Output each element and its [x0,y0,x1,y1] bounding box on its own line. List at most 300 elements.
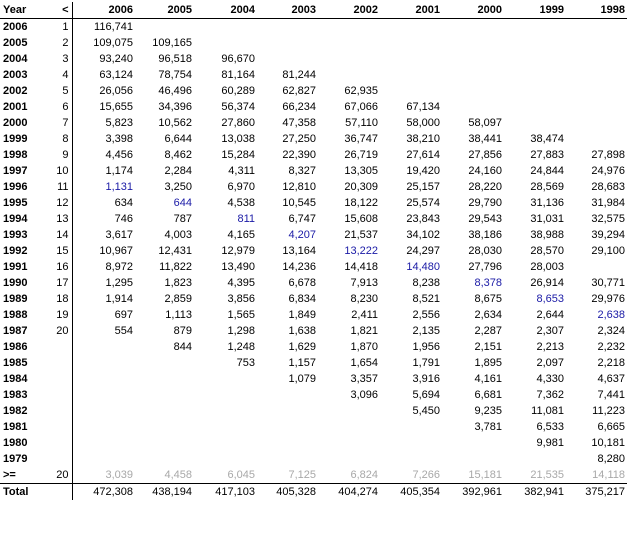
table-cell [566,259,627,275]
table-cell [72,435,135,451]
table-cell: 7,362 [536,389,564,401]
table-cell [72,403,135,419]
table-cell [504,115,566,131]
table-cell [318,19,380,36]
table-cell: 4,161 [474,373,502,385]
table-cell [380,451,442,467]
total-cell: 382,941 [504,484,566,501]
column-header: 2004 [194,2,257,19]
table-cell: 28,683 [591,181,625,193]
row-age-label: 10 [46,163,72,179]
table-cell: 13,164 [282,245,316,257]
table-cell: 1,295 [105,277,133,289]
table-cell [442,67,504,83]
table-cell: 24,976 [591,165,625,177]
table-cell: 8,280 [597,453,625,465]
table-cell: 4,165 [227,229,255,241]
table-cell: 39,294 [591,229,625,241]
row-age-label: 18 [46,291,72,307]
table-cell [194,419,257,435]
table-cell: 4,207 [288,229,316,241]
age-column-header: < [46,2,72,19]
total-cell: 405,328 [257,484,318,501]
table-cell: 96,518 [158,53,192,65]
table-cell [257,387,318,403]
table-cell [135,19,194,36]
table-cell [318,67,380,83]
table-cell: 746 [114,213,133,225]
table-cell: 1,629 [288,341,316,353]
table-cell: 1,849 [288,309,316,321]
table-row [0,83,627,99]
table-cell: 24,297 [406,245,440,257]
table-cell: 8,378 [474,277,502,289]
table-cell: 116,741 [94,21,133,33]
table-cell: 7,266 [412,469,440,481]
table-cell [504,19,566,36]
table-cell: 24,844 [530,165,564,177]
table-cell: 66,234 [282,101,316,113]
table-cell: 13,490 [221,261,255,273]
table-cell: 1,174 [105,165,133,177]
table-cell [566,51,627,67]
table-cell: 38,474 [530,133,564,145]
row-age-label: 9 [46,147,72,163]
row-age-label [46,339,72,355]
table-row [0,131,627,147]
table-cell: 58,000 [406,117,440,129]
total-cell: 375,217 [566,484,627,501]
table-cell: 93,240 [99,53,133,65]
table-cell: 9,981 [536,437,564,449]
table-cell [442,99,504,115]
row-age-label [46,387,72,403]
row-age-label: 13 [46,211,72,227]
table-cell [135,355,194,371]
table-cell: 2,232 [597,341,625,353]
table-row [0,227,627,243]
row-age-label [46,419,72,435]
table-row [0,19,627,36]
cohort-table [0,2,627,500]
row-year-label: 1997 [3,165,28,177]
table-cell: 3,250 [164,181,192,193]
table-cell: 4,456 [105,149,133,161]
table-cell: 3,916 [412,373,440,385]
table-cell: 1,821 [350,325,378,337]
column-header: 1999 [504,2,566,19]
row-age-label [46,403,72,419]
row-year-label: >= [3,469,16,481]
table-cell: 3,096 [350,389,378,401]
table-cell: 62,827 [282,85,316,97]
table-row [0,99,627,115]
table-cell: 1,791 [412,357,440,369]
row-year-label: Total [0,484,46,501]
table-cell: 1,654 [350,357,378,369]
table-cell: 2,634 [474,309,502,321]
table-cell [380,19,442,36]
row-age-label: 4 [46,67,72,83]
row-age-label: 8 [46,131,72,147]
row-year-label: 1986 [3,341,28,353]
table-cell: 11,223 [592,405,625,417]
table-cell: 109,075 [93,37,133,49]
table-cell: 787 [173,213,192,225]
table-cell: 1,157 [288,357,316,369]
table-cell: 6,681 [474,389,502,401]
table-cell [72,371,135,387]
table-cell: 28,570 [530,245,564,257]
table-cell [194,371,257,387]
row-year-label: 2006 [3,21,28,33]
table-row [0,323,627,339]
table-row [0,387,627,403]
row-year-label: 1981 [3,421,28,433]
table-cell: 36,747 [344,133,378,145]
table-cell [380,419,442,435]
table-cell: 29,543 [468,213,502,225]
table-cell: 6,533 [536,421,564,433]
row-year-label: 1988 [3,309,28,321]
year-column-header: Year [0,2,46,19]
table-row [0,307,627,323]
table-cell [72,419,135,435]
table-cell: 38,186 [468,229,502,241]
table-cell [135,387,194,403]
table-cell [257,435,318,451]
table-cell: 46,496 [158,85,192,97]
table-cell [504,51,566,67]
table-row [0,67,627,83]
table-cell: 22,390 [282,149,316,161]
table-cell: 63,124 [99,69,133,81]
table-row [0,35,627,51]
header-row [0,2,627,19]
table-cell: 6,644 [164,133,192,145]
table-cell: 7,125 [288,469,316,481]
table-cell: 8,972 [105,261,133,273]
table-cell: 4,637 [597,373,625,385]
row-year-label: 1979 [3,453,28,465]
row-age-label: 15 [46,243,72,259]
table-cell: 644 [173,197,192,209]
table-cell: 2,151 [474,341,502,353]
table-cell: 1,870 [350,341,378,353]
table-row [0,243,627,259]
table-cell: 6,834 [288,293,316,305]
table-cell: 1,895 [474,357,502,369]
table-cell [318,451,380,467]
table-cell: 60,289 [221,85,255,97]
row-year-label: 1984 [3,373,28,385]
table-cell: 15,284 [221,149,255,161]
table-cell [72,355,135,371]
table-row [0,259,627,275]
table-cell: 10,562 [158,117,192,129]
table-row [0,211,627,227]
row-year-label: 1980 [3,437,28,449]
table-cell: 1,131 [105,181,133,193]
table-cell: 25,574 [406,197,440,209]
table-cell: 31,136 [530,197,564,209]
table-cell: 15,608 [344,213,378,225]
row-age-label: 14 [46,227,72,243]
table-cell: 2,135 [412,325,440,337]
row-year-label: 2004 [3,53,28,65]
table-cell: 11,081 [531,405,564,417]
table-row [0,435,627,451]
table-cell: 27,796 [468,261,502,273]
table-cell: 1,298 [227,325,255,337]
table-cell: 2,556 [412,309,440,321]
table-cell: 9,235 [474,405,502,417]
table-cell: 14,480 [406,261,440,273]
table-cell: 1,113 [165,309,192,321]
table-cell: 57,110 [345,117,378,129]
table-cell [194,403,257,419]
table-cell [380,67,442,83]
table-cell: 1,565 [227,309,255,321]
column-header: 2003 [257,2,318,19]
row-year-label: 1995 [3,197,28,209]
column-header: 2006 [72,2,135,19]
row-age-label [46,451,72,467]
table-cell: 14,118 [592,469,625,481]
row-year-label: 1994 [3,213,28,225]
table-cell: 29,790 [468,197,502,209]
table-cell: 11,822 [159,261,192,273]
row-year-label: 1998 [3,149,28,161]
table-cell [380,51,442,67]
table-cell: 10,967 [99,245,133,257]
row-age-label [46,355,72,371]
table-cell: 15,181 [468,469,502,481]
total-cell: 404,274 [318,484,380,501]
table-row [0,179,627,195]
table-cell: 67,134 [406,101,440,113]
table-cell [194,435,257,451]
table-cell [257,19,318,36]
table-cell: 6,970 [227,181,255,193]
table-cell: 10,181 [591,437,625,449]
table-cell [194,35,257,51]
table-cell: 27,614 [406,149,440,161]
total-cell: 472,308 [72,484,135,501]
table-cell [257,51,318,67]
row-year-label: 1985 [3,357,28,369]
table-cell: 2,213 [536,341,564,353]
table-cell: 2,859 [164,293,192,305]
row-age-label: 11 [46,179,72,195]
table-cell: 14,418 [344,261,378,273]
table-cell: 753 [236,357,255,369]
table-cell [566,67,627,83]
table-cell: 2,307 [536,325,564,337]
row-year-label: 2003 [3,69,28,81]
table-cell: 5,450 [412,405,440,417]
table-cell: 697 [114,309,133,321]
table-cell [442,451,504,467]
table-cell [380,83,442,99]
table-cell: 38,988 [530,229,564,241]
table-cell [72,387,135,403]
row-year-label: 2005 [3,37,28,49]
table-cell [380,435,442,451]
table-cell: 6,045 [227,469,255,481]
table-cell [566,19,627,36]
table-cell [504,451,566,467]
table-cell [504,35,566,51]
table-cell: 7,441 [597,389,625,401]
column-header: 1998 [566,2,627,19]
row-age-label: 20 [46,467,72,484]
row-year-label: 2002 [3,85,28,97]
row-age-label: 19 [46,307,72,323]
table-cell: 3,781 [474,421,502,433]
table-row [0,355,627,371]
table-cell: 24,160 [468,165,502,177]
table-cell: 879 [173,325,192,337]
table-cell: 3,039 [105,469,133,481]
table-cell [257,35,318,51]
table-cell: 4,538 [227,197,255,209]
table-cell: 20,309 [344,181,378,193]
table-cell: 4,330 [536,373,564,385]
table-cell: 27,250 [282,133,316,145]
row-year-label: 1989 [3,293,28,305]
table-cell: 4,458 [164,469,192,481]
table-cell: 844 [173,341,192,353]
table-cell [380,35,442,51]
column-header: 2002 [318,2,380,19]
table-cell: 26,056 [99,85,133,97]
table-cell: 4,395 [227,277,255,289]
table-cell [135,371,194,387]
table-cell [504,99,566,115]
table-cell [566,35,627,51]
row-year-label: 1992 [3,245,28,257]
row-age-label: 7 [46,115,72,131]
table-row [0,115,627,131]
table-cell: 21,537 [344,229,378,241]
table-cell: 23,843 [406,213,440,225]
table-cell [257,403,318,419]
table-cell: 34,102 [406,229,440,241]
table-cell: 13,305 [344,165,378,177]
row-year-label: 1987 [3,325,28,337]
table-cell: 47,358 [282,117,316,129]
table-cell: 13,038 [221,133,255,145]
table-cell [257,451,318,467]
table-cell: 554 [114,325,133,337]
table-cell: 21,535 [530,469,564,481]
row-year-label: 1982 [3,405,28,417]
table-cell [442,35,504,51]
table-cell: 38,210 [406,133,440,145]
row-age-label [46,435,72,451]
table-cell: 28,569 [530,181,564,193]
table-cell [566,83,627,99]
table-cell: 81,244 [282,69,316,81]
table-cell: 109,165 [152,37,192,49]
table-cell: 3,398 [105,133,133,145]
table-cell: 2,218 [597,357,625,369]
table-cell: 2,644 [536,309,564,321]
table-cell: 12,431 [158,245,192,257]
table-row [0,51,627,67]
table-cell [194,451,257,467]
table-cell [318,35,380,51]
row-year-label: 1993 [3,229,28,241]
table-cell: 3,357 [350,373,378,385]
table-row [0,339,627,355]
table-cell [566,115,627,131]
table-row [0,484,627,501]
table-cell: 8,521 [412,293,440,305]
total-cell: 392,961 [442,484,504,501]
table-cell: 81,164 [221,69,255,81]
table-cell: 2,097 [536,357,564,369]
row-age-label: 20 [46,323,72,339]
table-cell: 67,066 [344,101,378,113]
table-cell: 5,823 [105,117,133,129]
row-age-label: 16 [46,259,72,275]
table-cell [135,403,194,419]
table-cell: 34,396 [158,101,192,113]
table-cell [318,403,380,419]
row-age-label: 6 [46,99,72,115]
table-cell: 8,653 [536,293,564,305]
table-row [0,275,627,291]
table-cell: 2,284 [164,165,192,177]
table-cell: 31,984 [591,197,625,209]
table-cell: 1,914 [105,293,133,305]
table-cell: 1,823 [164,277,192,289]
table-cell: 15,655 [99,101,133,113]
table-cell [566,99,627,115]
table-cell: 2,638 [597,309,625,321]
table-cell: 1,079 [288,373,316,385]
table-cell [72,339,135,355]
table-cell: 8,462 [164,149,192,161]
table-cell [135,451,194,467]
table-cell: 6,747 [288,213,316,225]
row-age-label [46,484,72,501]
table-cell: 12,979 [221,245,255,257]
table-cell [442,51,504,67]
table-cell [442,83,504,99]
row-age-label: 5 [46,83,72,99]
table-cell: 4,003 [164,229,192,241]
table-cell: 5,694 [412,389,440,401]
table-cell: 3,856 [227,293,255,305]
table-cell: 1,248 [227,341,255,353]
row-year-label: 1996 [3,181,28,193]
column-header: 2005 [135,2,194,19]
table-cell: 2,324 [597,325,625,337]
table-cell: 7,913 [350,277,378,289]
table-row [0,451,627,467]
table-cell: 8,230 [350,293,378,305]
table-cell: 8,238 [412,277,440,289]
table-cell: 29,976 [591,293,625,305]
table-cell: 2,411 [351,309,378,321]
table-cell: 1,638 [288,325,316,337]
table-cell: 10,545 [282,197,316,209]
row-age-label: 17 [46,275,72,291]
table-cell: 30,771 [591,277,625,289]
